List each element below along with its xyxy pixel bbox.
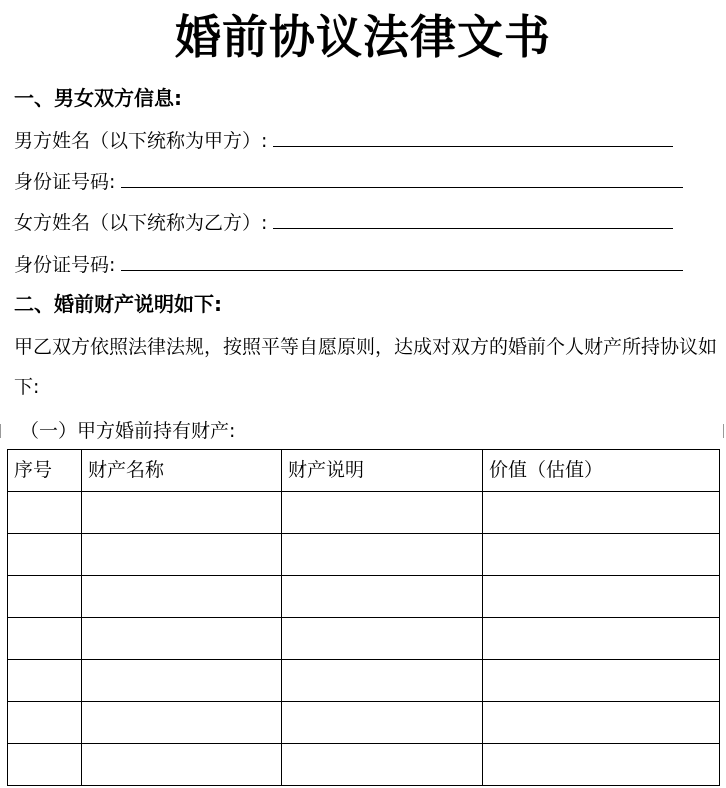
table-cell[interactable]: [483, 576, 720, 618]
table-cell[interactable]: [282, 702, 483, 744]
table-cell[interactable]: [483, 744, 720, 786]
table-cell[interactable]: [8, 576, 82, 618]
table-cell[interactable]: [282, 492, 483, 534]
table-row: [8, 576, 720, 618]
table-cell[interactable]: [8, 744, 82, 786]
husband-id-field: [14, 167, 683, 196]
table-header-row: [8, 450, 720, 492]
wife-id-label: 身份证号码:: [14, 254, 116, 276]
margin-marker-left: [0, 424, 1, 438]
header-asset-description: 财产说明: [282, 450, 483, 492]
table-row: [8, 660, 720, 702]
table-row: [8, 534, 720, 576]
table-cell[interactable]: [483, 492, 720, 534]
table-cell[interactable]: [282, 576, 483, 618]
table-cell[interactable]: [282, 660, 483, 702]
table-cell[interactable]: [82, 702, 282, 744]
section-1-heading: 一、男女双方信息:: [14, 86, 182, 110]
header-asset-value: 价值（估值）: [483, 450, 720, 492]
header-index: 序号: [8, 450, 82, 492]
table-cell[interactable]: [483, 618, 720, 660]
husband-id-blank[interactable]: [121, 167, 683, 188]
document-title: 婚前协议法律文书: [175, 10, 551, 64]
table-cell[interactable]: [483, 660, 720, 702]
table-row: [8, 618, 720, 660]
table-row: [8, 492, 720, 534]
table-cell[interactable]: [8, 702, 82, 744]
table-row: [8, 744, 720, 786]
table-cell[interactable]: [282, 744, 483, 786]
table-cell[interactable]: [82, 576, 282, 618]
table-cell[interactable]: [8, 534, 82, 576]
table-cell[interactable]: [82, 618, 282, 660]
husband-name-label: 男方姓名（以下统称为甲方）:: [14, 130, 268, 152]
table-cell[interactable]: [82, 744, 282, 786]
wife-id-field: [14, 250, 683, 279]
table-cell[interactable]: [8, 618, 82, 660]
table-cell[interactable]: [483, 534, 720, 576]
table-cell[interactable]: [282, 618, 483, 660]
header-asset-name: 财产名称: [82, 450, 282, 492]
margin-marker-right: [723, 424, 724, 438]
party-a-assets-subheading: （一）甲方婚前持有财产:: [20, 420, 236, 442]
wife-name-field: [14, 208, 673, 237]
table-cell[interactable]: [282, 534, 483, 576]
assets-table: [7, 449, 720, 786]
table-row: [8, 702, 720, 744]
husband-name-blank[interactable]: [273, 126, 673, 147]
wife-id-blank[interactable]: [121, 250, 683, 271]
table-cell[interactable]: [8, 660, 82, 702]
husband-name-field: [14, 126, 673, 155]
wife-name-blank[interactable]: [273, 208, 673, 229]
table-cell[interactable]: [82, 492, 282, 534]
agreement-paragraph: 甲乙双方依照法律法规，按照平等自愿原则，达成对双方的婚前个人财产所持协议如下:: [14, 336, 718, 398]
table-cell[interactable]: [8, 492, 82, 534]
husband-id-label: 身份证号码:: [14, 171, 116, 193]
table-cell[interactable]: [82, 660, 282, 702]
section-2-heading: 二、婚前财产说明如下:: [14, 292, 222, 316]
table-cell[interactable]: [82, 534, 282, 576]
table-cell[interactable]: [483, 702, 720, 744]
wife-name-label: 女方姓名（以下统称为乙方）:: [14, 212, 268, 234]
